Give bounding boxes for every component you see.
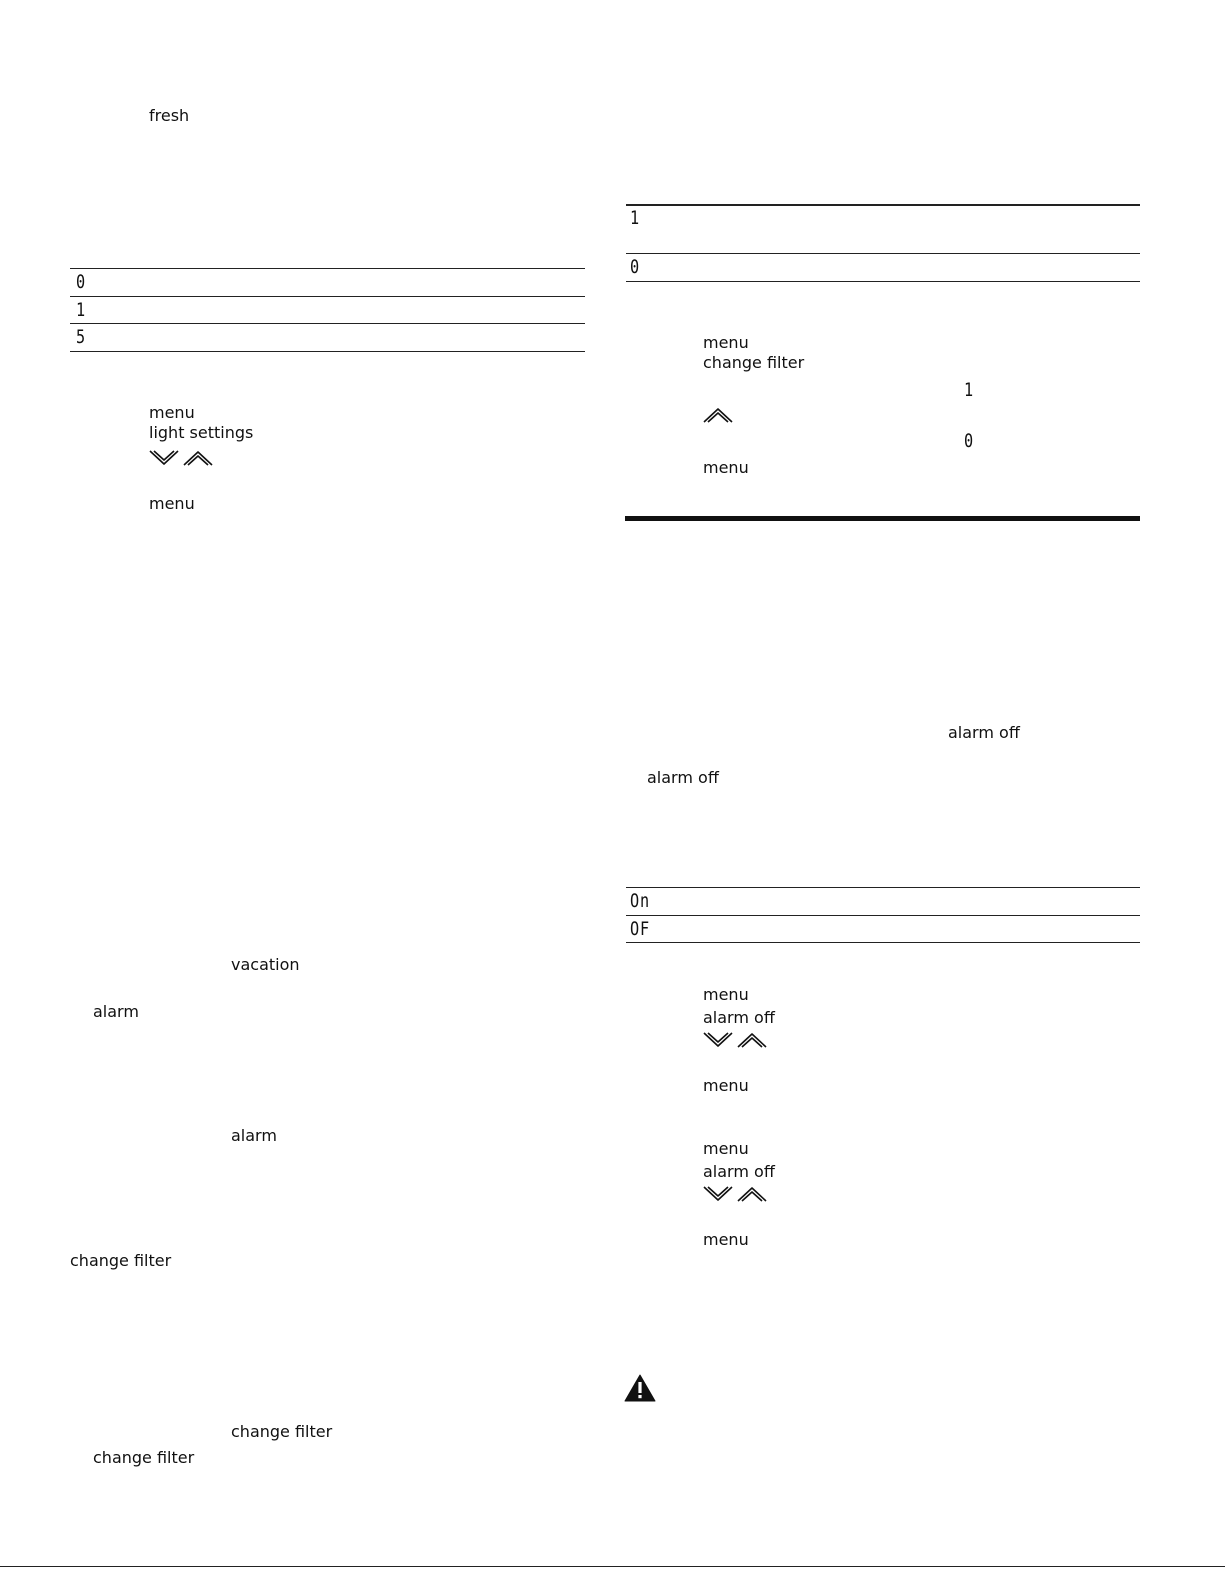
chevron-up-icon bbox=[183, 449, 213, 467]
chevron-up-icon bbox=[737, 1185, 767, 1203]
table-rule bbox=[70, 268, 585, 269]
table-row-code: 0 bbox=[630, 256, 640, 278]
step-menu-button-label: menu bbox=[149, 403, 195, 422]
alarm-label: alarm bbox=[231, 1126, 277, 1145]
table-rule bbox=[70, 323, 585, 324]
step-menu-button-label: menu bbox=[703, 1230, 749, 1249]
table-rule bbox=[626, 887, 1140, 888]
step-menu-button-label: menu bbox=[703, 1076, 749, 1095]
alarm-off-label: alarm off bbox=[948, 723, 1020, 742]
step-menu-button-label: menu bbox=[703, 1139, 749, 1158]
warning-triangle-icon bbox=[624, 1374, 656, 1402]
table-row-code: 1 bbox=[76, 299, 86, 321]
table-rule bbox=[70, 296, 585, 297]
step-menu-button-label: menu bbox=[703, 333, 749, 352]
step-change-filter-label: change filter bbox=[703, 353, 805, 372]
step-menu-button-label: menu bbox=[703, 985, 749, 1004]
step-light-settings-label: light settings bbox=[149, 423, 254, 442]
chevron-down-icon bbox=[149, 449, 179, 467]
table-row-code: On bbox=[630, 890, 650, 912]
table-rule bbox=[626, 915, 1140, 916]
chevron-down-icon bbox=[703, 1185, 733, 1203]
step-menu-button-label: menu bbox=[149, 494, 195, 513]
vacation-label: vacation bbox=[231, 955, 300, 974]
alarm-label: alarm bbox=[93, 1002, 139, 1021]
table-row-code: OF bbox=[630, 918, 650, 940]
step-menu-button-label: menu bbox=[703, 458, 749, 477]
display-code: 0 bbox=[964, 430, 974, 452]
table-rule bbox=[626, 281, 1140, 282]
change-filter-label: change filter bbox=[231, 1422, 333, 1441]
fresh-label: fresh bbox=[149, 106, 190, 125]
table-row-code: 0 bbox=[76, 271, 86, 293]
change-filter-heading: change filter bbox=[70, 1251, 172, 1270]
page-bottom-rule bbox=[0, 1566, 1225, 1567]
step-alarm-off-label: alarm off bbox=[703, 1008, 775, 1027]
table-row-code: 5 bbox=[76, 326, 86, 348]
change-filter-label: change filter bbox=[93, 1448, 195, 1467]
table-rule bbox=[626, 204, 1140, 206]
display-code: 1 bbox=[964, 379, 974, 401]
chevron-up-icon bbox=[703, 406, 733, 424]
table-row-code: 1 bbox=[630, 207, 640, 229]
table-rule bbox=[626, 942, 1140, 943]
step-alarm-off-label: alarm off bbox=[703, 1162, 775, 1181]
chevron-down-icon bbox=[703, 1031, 733, 1049]
table-rule bbox=[70, 351, 585, 352]
chevron-up-icon bbox=[737, 1031, 767, 1049]
alarm-off-label: alarm off bbox=[647, 768, 719, 787]
section-divider bbox=[625, 516, 1140, 521]
table-rule bbox=[626, 253, 1140, 254]
